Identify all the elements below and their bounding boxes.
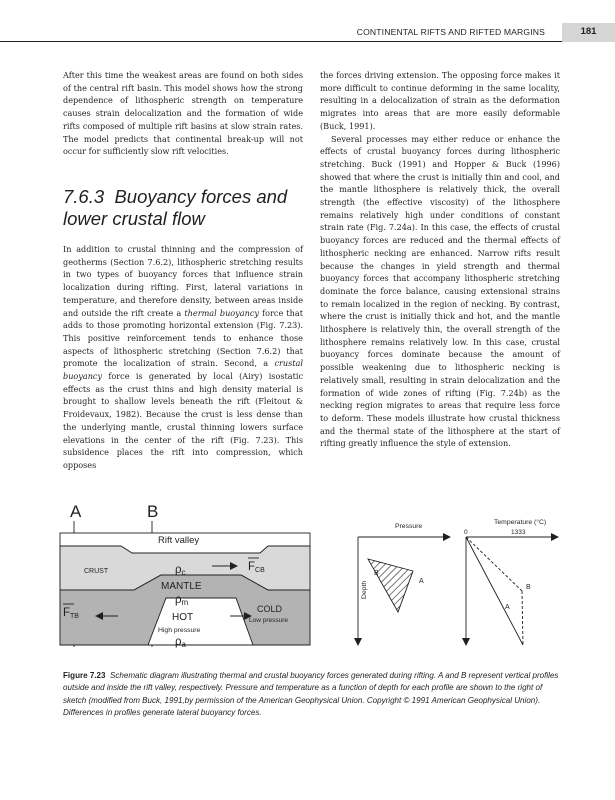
left-column-bottom <box>63 243 303 472</box>
left-column-top <box>63 69 303 158</box>
paragraph <box>63 243 303 472</box>
f-tb-label: FTB <box>63 607 79 620</box>
rho-a: ρa <box>175 636 186 649</box>
section-heading-line-1 <box>63 186 313 208</box>
hot-label: HOT <box>172 612 194 623</box>
temperature-zero-label: 0 <box>464 529 468 536</box>
paragraph: After this time the weakest areas are found on both sides of the central rift basin. This model shows how the strong dependence of lithospheric strength on temperature causes strain delocalization and the formation of wide rifts composed of multiple rift basins at slow strain rates. The model predicts that continental break-up will not occur for sufficiently slow rift velocities. <box>63 70 303 157</box>
header-rule <box>0 41 562 42</box>
paragraph: Several processes may either reduce or enhance the effects of crustal buoyancy forces during lithospheric stretching. Buck (1991) and Hopper & Buck (1996) showed that where the crust is initially thin and cool, and the mantle lithosphere is relatively thick, the overall strength (the effective viscosity) of the lithosphere remains relatively high under conditions of constant strain rate (Fig. 7.24a). In this case, the effects of crustal buoyancy forces are reduced and the thermal effects of lithospheric necking are enhanced. Narrow rifts result because the changes in yield strength and thermal buoyancy forces that accompany lithospheric stretching dominate the force balance, causing extensional strains to remain localized in the region of necking. By contrast, where the crust is initially thick and hot, and the mantle lithosphere is relatively thin, the overall strength of the lithosphere remains relatively low. In this case, crustal buoyancy forces dominate because the amount of possible weakening due to lithospheric necking is relatively small, resulting in strain delocalization and the formation of wide zones of rifting (Fig. 7.24b) as the necking region migrates to areas that require less force to deform. These models illustrate how crustal thickness and the thermal state of the lithosphere at the start of rifting greatly influence the style of extension. <box>320 133 560 449</box>
temperature-profile-b-lower <box>522 591 523 645</box>
caption-text: Schematic diagram illustrating thermal and crustal buoyancy forces generated during rifting. A and B represent vertical profiles outside and inside the rift valley, respectively. Pressure and temperature as a function of depth for each profile are shown to the right of sketch (modified from Buck, 1991,by permission of the American Geophysical Union. Copyright © 1991 American Geophysical Union). Differences in profiles generate lateral buoyancy forces. <box>63 671 559 718</box>
paragraph-text: In addition to crustal thinning and the compression of geotherms (Section 7.6.2), lithospheric stretching results in two types of buoyancy forces that influence strain localization during rifting. First, lateral variations in temperature, and therefore density, between areas inside and outside the rift create a <box>63 244 303 318</box>
paragraph: the forces driving extension. The opposing force makes it more difficult to continue deforming in the same locality, resulting in a delocalization of strain as the deformation migrates into areas that are more easily deformable (Buck, 1991). <box>320 70 560 131</box>
temperature-axis-label: Temperature (°C) <box>494 519 547 526</box>
temperature-depth-plot <box>464 518 558 645</box>
temperature-1333-label: 1333 <box>511 529 526 536</box>
cold-label: COLD <box>257 604 283 614</box>
right-column <box>320 69 560 450</box>
pressure-axis-label: Pressure <box>395 523 423 530</box>
temperature-profile-b <box>466 537 522 591</box>
term-crustal-buoyancy: crustal buoyancy <box>63 358 303 382</box>
low-pressure-label: Low pressure <box>249 617 289 624</box>
high-pressure-label: High pressure <box>158 627 201 634</box>
pressure-profile-b-label: B <box>374 570 379 577</box>
temperature-profile-a <box>466 537 523 645</box>
pressure-difference-hatched <box>368 559 413 612</box>
running-head: CONTINENTAL RIFTS AND RIFTED MARGINS <box>356 27 545 37</box>
rift-valley-label: Rift valley <box>158 535 200 546</box>
depth-axis-label: Depth <box>361 580 368 599</box>
figure-svg <box>58 495 583 660</box>
figure-caption <box>63 670 563 720</box>
profile-b-label: B <box>147 502 159 521</box>
temperature-profile-b-label: B <box>526 584 531 591</box>
paragraph-text: force that adds to those promoting horizontal extension (Fig. 7.23). This positive reinforcement tends to enhance those aspects of lithospheric stretching (Section 7.6.2) that promote the localization of strain. Second, a <box>63 307 303 369</box>
temperature-profile-a-label: A <box>505 604 510 611</box>
section-heading <box>63 186 313 230</box>
section-title-line-1: Buoyancy forces and <box>114 186 288 207</box>
asthenosphere-upwelling <box>148 598 253 645</box>
f-cb-label: FCB <box>248 561 265 574</box>
term-thermal-buoyancy: thermal buoyancy <box>184 307 259 318</box>
pressure-profile-a-label: A <box>419 578 424 585</box>
rho-c: ρc <box>175 564 186 577</box>
page-number: 181 <box>580 26 597 37</box>
section-title-line-2: lower crustal flow <box>63 208 205 229</box>
crust-label: CRUST <box>84 568 109 575</box>
pressure-depth-plot <box>358 523 450 645</box>
mantle-label: MANTLE <box>161 581 202 592</box>
profile-a-label: A <box>70 502 82 521</box>
cross-section <box>60 533 310 649</box>
caption-label: Figure 7.23 <box>63 671 106 680</box>
section-number: 7.6.3 <box>63 186 105 207</box>
figure-7-23 <box>58 495 583 660</box>
rho-m: ρm <box>175 594 189 607</box>
paragraph-text: force is generated by local (Airy) isostatic effects as the crust thins and high density material is brought to shallow levels beneath the rift (Fleitout & Froidevaux, 1982). Because the crust is less dense than the underlying mantle, crustal thinning lowers surface elevations in the center of the rift (Fig. 7.23). This subsidence places the rift into compression, which opposes <box>63 371 303 470</box>
